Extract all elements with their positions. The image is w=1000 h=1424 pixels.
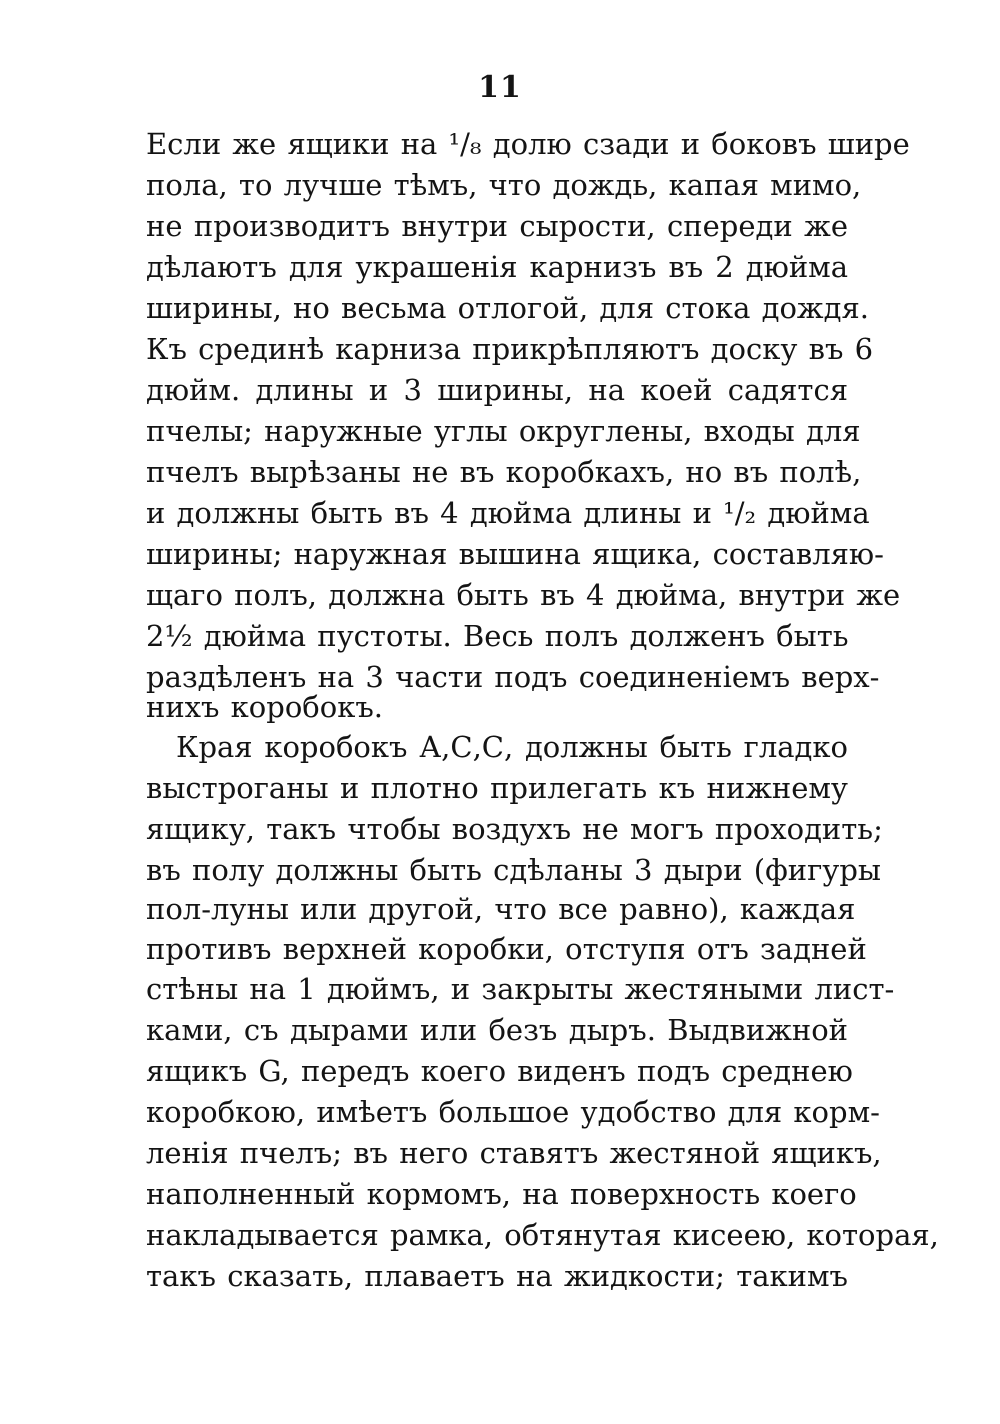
text-line: пол-луны или другой, что все равно), каждая <box>146 892 856 926</box>
text-line: пчелы; наружные углы округлены, входы для <box>146 414 861 448</box>
text-line: ленія пчелъ; въ него ставятъ жестяной ящикъ, <box>146 1136 882 1170</box>
text-line: такъ сказать, плаваетъ на жидкости; такимъ <box>146 1259 848 1293</box>
text-line: пчелъ вырѣзаны не въ коробкахъ, но въ полѣ, <box>146 455 862 489</box>
text-line: раздѣленъ на 3 части подъ соединеніемъ верх- <box>146 660 880 694</box>
text-line: щаго полъ, должна быть въ 4 дюйма, внутри же <box>146 578 901 612</box>
text-line: накладывается рамка, обтянутая кисеею, которая, <box>146 1218 939 1252</box>
text-line: ками, съ дырами или безъ дыръ. Выдвижной <box>146 1013 848 1047</box>
text-line: стѣны на 1 дюймъ, и закрыты жестяными лист- <box>146 972 895 1006</box>
text-line: 2½ дюйма пустоты. Весь полъ долженъ быть <box>146 619 849 653</box>
text-line: дѣлаютъ для украшенія карнизъ въ 2 дюйма <box>146 250 848 284</box>
text-line: ширины, но весьма отлогой, для стока дождя. <box>146 291 869 325</box>
text-line: дюйм. длины и 3 ширины, на коей садятся <box>146 373 848 407</box>
text-line: Края коробокъ А,С,С, должны быть гладко <box>176 730 848 764</box>
text-line: ящикъ G, передъ коего виденъ подъ среднею <box>146 1054 853 1088</box>
text-line: пола, то лучше тѣмъ, что дождь, капая мимо, <box>146 168 862 202</box>
text-line: выстроганы и плотно прилегать къ нижнему <box>146 771 848 805</box>
text-line: не производитъ внутри сырости, спереди же <box>146 209 848 243</box>
text-line: противъ верхней коробки, отступя отъ задней <box>146 932 867 966</box>
text-line: и должны быть въ 4 дюйма длины и ¹/₂ дюйма <box>146 496 870 530</box>
text-line: нихъ коробокъ. <box>146 690 384 724</box>
text-line: въ полу должны быть сдѣланы 3 дыри (фигуры <box>146 853 882 887</box>
text-line: наполненный кормомъ, на поверхность коего <box>146 1177 857 1211</box>
text-line: ширины; наружная вышина ящика, составляю- <box>146 537 884 571</box>
text-line: ящику, такъ чтобы воздухъ не могъ проходить; <box>146 812 883 846</box>
text-line: Къ срединѣ карниза прикрѣпляютъ доску въ 6 <box>146 332 874 366</box>
text-line: Если же ящики на ¹/₈ долю сзади и боковъ шире <box>146 127 910 161</box>
text-line: коробкою, имѣетъ большое удобство для корм- <box>146 1095 880 1129</box>
page-number: 11 <box>478 70 522 105</box>
